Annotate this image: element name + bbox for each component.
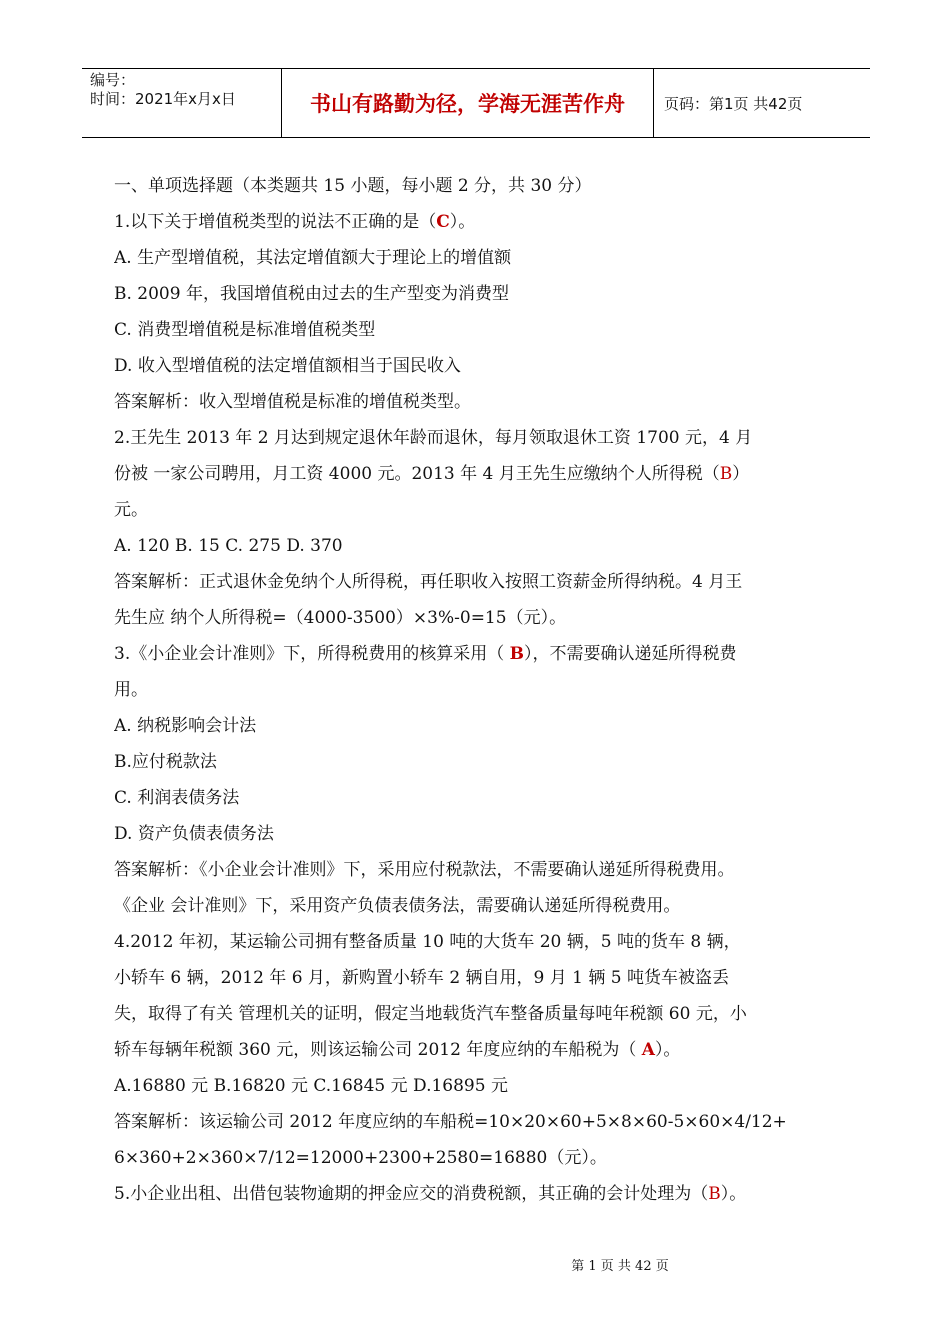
question-2-line-2: 份被 一家公司聘用，月工资 4000 元。2013 年 4 月王先生应缴纳个人所得税（B） [114, 464, 750, 484]
header-motto: 书山有路勤为径，学海无涯苦作舟 [282, 69, 654, 137]
answer-1: C [436, 212, 450, 232]
question-4-line-2: 小轿车 6 辆，2012 年 6 月，新购置小轿车 2 辆自用，9 月 1 辆 5 吨货车被盗丢 [114, 968, 730, 988]
question-5: 5.小企业出租、出借包装物逾期的押金应交的消费税额，其正确的会计处理为（B）。 [114, 1184, 747, 1204]
explanation-2-line-2: 先生应 纳个人所得税=（4000-3500）×3%-0=15（元）。 [114, 608, 567, 628]
option-1b: B. 2009 年，我国增值税由过去的生产型变为消费型 [114, 284, 509, 304]
option-3c: C. 利润表债务法 [114, 788, 240, 808]
question-3-line-2: 用。 [114, 680, 148, 700]
page-footer: 第 1 页 共 42 页 [571, 1259, 669, 1274]
question-1: 1.以下关于增值税类型的说法不正确的是（C）。 [114, 212, 476, 232]
serial-number-label: 编号： [90, 71, 136, 89]
explanation-4-line-2: 6×360+2×360×7/12=12000+2300+2580=16880（元）。 [114, 1148, 607, 1168]
explanation-1: 答案解析：收入型增值税是标准的增值税类型。 [114, 392, 471, 412]
question-2-line-1: 2.王先生 2013 年 2 月达到规定退休年龄而退休，每月领取退休工资 1700 元，4 月 [114, 428, 753, 448]
question-4-line-1: 4.2012 年初，某运输公司拥有整备质量 10 吨的大货车 20 辆，5 吨的货车 8 辆， [114, 932, 741, 952]
option-3a: A. 纳税影响会计法 [114, 716, 257, 736]
answer-3: B [509, 644, 524, 664]
document-header [82, 68, 870, 138]
header-meta-cell [82, 69, 282, 137]
time-label: 时间：2021年x月x日 [90, 90, 236, 108]
question-2-line-3: 元。 [114, 500, 148, 520]
explanation-2-line-1: 答案解析：正式退休金免纳个人所得税，再任职收入按照工资薪金所得纳税。4 月王 [114, 572, 743, 592]
answer-4: A [641, 1040, 655, 1060]
option-3b: B.应付税款法 [114, 752, 217, 772]
explanation-3-line-2: 《企业 会计准则》下，采用资产负债表债务法，需要确认递延所得税费用。 [114, 896, 681, 916]
explanation-3-line-1: 答案解析：《小企业会计准则》下，采用应付税款法，不需要确认递延所得税费用。 [114, 860, 735, 880]
option-1d: D. 收入型增值税的法定增值额相当于国民收入 [114, 356, 461, 376]
question-4-line-3: 失，取得了有关 管理机关的证明，假定当地载货汽车整备质量每吨年税额 60 元，小 [114, 1004, 747, 1024]
option-3d: D. 资产负债表债务法 [114, 824, 274, 844]
question-4-line-4: 轿车每辆年税额 360 元，则该运输公司 2012 年度应纳的车船税为（ A）。 [114, 1040, 681, 1060]
options-4: A.16880 元 B.16820 元 C.16845 元 D.16895 元 [114, 1076, 508, 1096]
options-2: A. 120 B. 15 C. 275 D. 370 [114, 536, 343, 556]
header-page-label: 页码：第1页 共42页 [664, 94, 803, 113]
document-body [114, 168, 840, 1212]
answer-2: B [719, 464, 733, 484]
question-3-line-1: 3.《小企业会计准则》下，所得税费用的核算采用（ B），不需要确认递延所得税费 [114, 644, 737, 664]
answer-5: B [708, 1184, 721, 1204]
section-title: 一、单项选择题（本类题共 15 小题，每小题 2 分，共 30 分） [114, 176, 592, 196]
option-1a: A. 生产型增值税，其法定增值额大于理论上的增值额 [114, 248, 512, 268]
explanation-4-line-1: 答案解析：该运输公司 2012 年度应纳的车船税=10×20×60+5×8×60-5×60×4/12+ [114, 1112, 787, 1132]
option-1c: C. 消费型增值税是标准增值税类型 [114, 320, 376, 340]
